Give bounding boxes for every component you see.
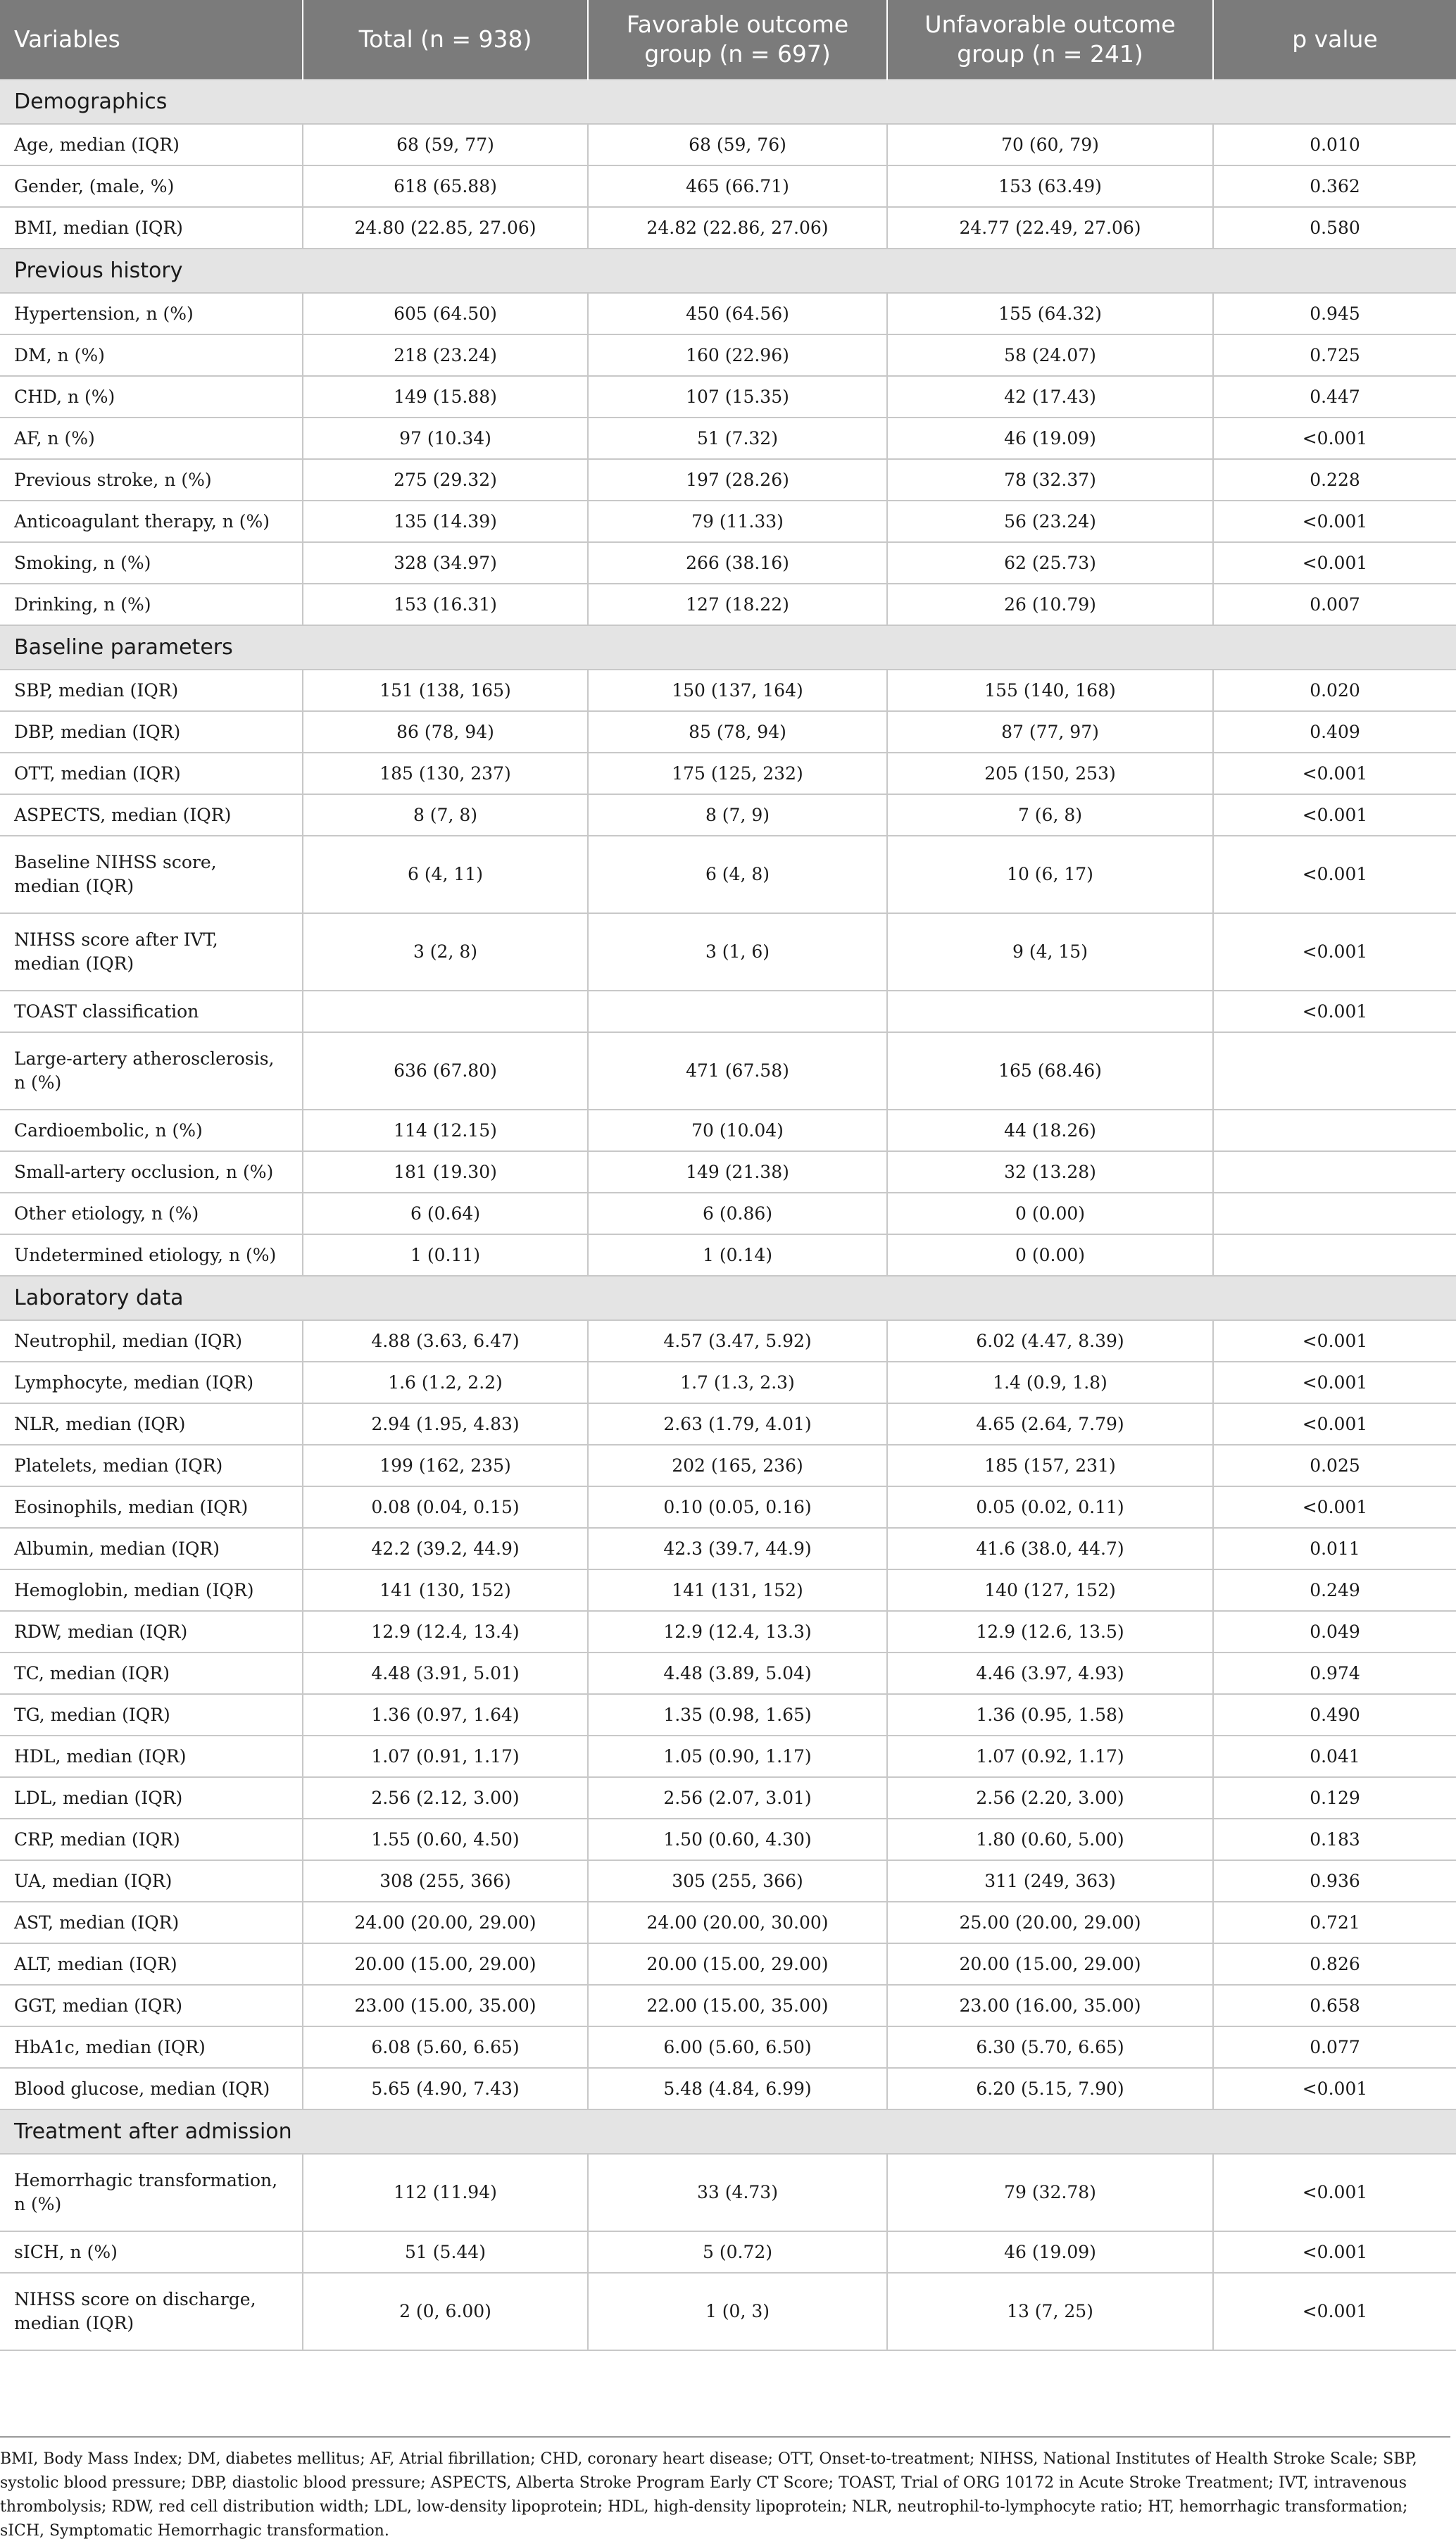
favorable-cell: 8 (7, 9) <box>588 794 887 836</box>
unfavorable-cell: 24.77 (22.49, 27.06) <box>887 207 1213 249</box>
p-value-cell: 0.658 <box>1213 1985 1456 2026</box>
total-cell: 12.9 (12.4, 13.4) <box>303 1611 588 1653</box>
unfavorable-cell: 70 (60, 79) <box>887 124 1213 165</box>
table-row <box>0 376 1456 418</box>
unfavorable-cell: 12.9 (12.6, 13.5) <box>887 1611 1213 1653</box>
unfavorable-cell: 6.20 (5.15, 7.90) <box>887 2068 1213 2109</box>
section-header-row <box>0 80 1456 124</box>
section-label: Baseline parameters <box>0 625 1456 670</box>
variable-cell: Albumin, median (IQR) <box>0 1528 303 1569</box>
favorable-cell: 6 (4, 8) <box>588 836 887 913</box>
variable-cell: AF, n (%) <box>0 418 303 459</box>
favorable-cell: 305 (255, 366) <box>588 1860 887 1902</box>
header-p-value: p value <box>1213 0 1456 80</box>
total-cell: 2.56 (2.12, 3.00) <box>303 1777 588 1819</box>
p-value-cell: 0.249 <box>1213 1569 1456 1611</box>
p-value-cell: 0.409 <box>1213 711 1456 753</box>
favorable-cell: 175 (125, 232) <box>588 753 887 794</box>
unfavorable-cell: 42 (17.43) <box>887 376 1213 418</box>
table-row <box>0 2231 1456 2273</box>
variable-cell: ALT, median (IQR) <box>0 1943 303 1985</box>
variable-cell: Cardioembolic, n (%) <box>0 1110 303 1151</box>
p-value-cell: 0.049 <box>1213 1611 1456 1653</box>
total-cell: 636 (67.80) <box>303 1032 588 1110</box>
total-cell: 6 (0.64) <box>303 1193 588 1234</box>
variable-cell: SBP, median (IQR) <box>0 670 303 711</box>
p-value-cell: <0.001 <box>1213 753 1456 794</box>
table-row <box>0 459 1456 501</box>
favorable-cell: 6 (0.86) <box>588 1193 887 1234</box>
p-value-cell: 0.580 <box>1213 207 1456 249</box>
variable-cell: TOAST classification <box>0 991 303 1032</box>
variable-cell: Baseline NIHSS score, median (IQR) <box>0 836 303 913</box>
section-header-row <box>0 625 1456 670</box>
variable-cell: AST, median (IQR) <box>0 1902 303 1943</box>
unfavorable-cell: 58 (24.07) <box>887 334 1213 376</box>
table-row <box>0 1528 1456 1569</box>
favorable-cell: 1.35 (0.98, 1.65) <box>588 1694 887 1736</box>
favorable-cell: 2.56 (2.07, 3.01) <box>588 1777 887 1819</box>
unfavorable-cell: 1.4 (0.9, 1.8) <box>887 1362 1213 1403</box>
p-value-cell: 0.936 <box>1213 1860 1456 1902</box>
favorable-cell: 266 (38.16) <box>588 542 887 584</box>
total-cell: 275 (29.32) <box>303 459 588 501</box>
table-row <box>0 711 1456 753</box>
unfavorable-cell: 155 (140, 168) <box>887 670 1213 711</box>
variable-cell: sICH, n (%) <box>0 2231 303 2273</box>
table-row <box>0 1320 1456 1362</box>
favorable-cell: 4.57 (3.47, 5.92) <box>588 1320 887 1362</box>
variable-cell: DM, n (%) <box>0 334 303 376</box>
variable-cell: Other etiology, n (%) <box>0 1193 303 1234</box>
p-value-cell: 0.077 <box>1213 2026 1456 2068</box>
table-row <box>0 1819 1456 1860</box>
total-cell: 5.65 (4.90, 7.43) <box>303 2068 588 2109</box>
table-row <box>0 991 1456 1032</box>
section-label: Previous history <box>0 249 1456 293</box>
table-row <box>0 1486 1456 1528</box>
section-header-row <box>0 249 1456 293</box>
variable-cell: Previous stroke, n (%) <box>0 459 303 501</box>
variable-cell: Lymphocyte, median (IQR) <box>0 1362 303 1403</box>
favorable-cell: 107 (15.35) <box>588 376 887 418</box>
total-cell: 97 (10.34) <box>303 418 588 459</box>
p-value-cell: <0.001 <box>1213 1403 1456 1445</box>
p-value-cell: 0.025 <box>1213 1445 1456 1486</box>
unfavorable-cell: 153 (63.49) <box>887 165 1213 207</box>
favorable-cell: 465 (66.71) <box>588 165 887 207</box>
table-row <box>0 836 1456 913</box>
header-favorable: Favorable outcome group (n = 697) <box>588 0 887 80</box>
total-cell: 1.07 (0.91, 1.17) <box>303 1736 588 1777</box>
unfavorable-cell <box>887 991 1213 1032</box>
table-row <box>0 334 1456 376</box>
favorable-cell: 1.50 (0.60, 4.30) <box>588 1819 887 1860</box>
p-value-cell: <0.001 <box>1213 418 1456 459</box>
unfavorable-cell: 140 (127, 152) <box>887 1569 1213 1611</box>
total-cell: 328 (34.97) <box>303 542 588 584</box>
p-value-cell <box>1213 1110 1456 1151</box>
p-value-cell: 0.183 <box>1213 1819 1456 1860</box>
unfavorable-cell: 20.00 (15.00, 29.00) <box>887 1943 1213 1985</box>
unfavorable-cell: 56 (23.24) <box>887 501 1213 542</box>
table-body <box>0 80 1456 2350</box>
unfavorable-cell: 1.80 (0.60, 5.00) <box>887 1819 1213 1860</box>
total-cell: 8 (7, 8) <box>303 794 588 836</box>
favorable-cell: 68 (59, 76) <box>588 124 887 165</box>
table-row <box>0 1943 1456 1985</box>
total-cell: 153 (16.31) <box>303 584 588 625</box>
total-cell: 185 (130, 237) <box>303 753 588 794</box>
p-value-cell: 0.228 <box>1213 459 1456 501</box>
total-cell: 20.00 (15.00, 29.00) <box>303 1943 588 1985</box>
p-value-cell: <0.001 <box>1213 1320 1456 1362</box>
unfavorable-cell: 4.65 (2.64, 7.79) <box>887 1403 1213 1445</box>
table-row <box>0 1110 1456 1151</box>
favorable-cell: 20.00 (15.00, 29.00) <box>588 1943 887 1985</box>
table-row <box>0 1193 1456 1234</box>
variable-cell: GGT, median (IQR) <box>0 1985 303 2026</box>
table-row <box>0 1611 1456 1653</box>
unfavorable-cell: 0 (0.00) <box>887 1234 1213 1276</box>
table-row <box>0 1777 1456 1819</box>
variable-cell: CHD, n (%) <box>0 376 303 418</box>
favorable-cell: 6.00 (5.60, 6.50) <box>588 2026 887 2068</box>
table-row <box>0 1362 1456 1403</box>
variable-cell: TG, median (IQR) <box>0 1694 303 1736</box>
p-value-cell: 0.490 <box>1213 1694 1456 1736</box>
unfavorable-cell: 7 (6, 8) <box>887 794 1213 836</box>
unfavorable-cell: 0 (0.00) <box>887 1193 1213 1234</box>
variable-cell: Hypertension, n (%) <box>0 293 303 334</box>
p-value-cell: <0.001 <box>1213 991 1456 1032</box>
table-row <box>0 165 1456 207</box>
unfavorable-cell: 185 (157, 231) <box>887 1445 1213 1486</box>
p-value-cell: 0.020 <box>1213 670 1456 711</box>
unfavorable-cell: 23.00 (16.00, 35.00) <box>887 1985 1213 2026</box>
p-value-cell: <0.001 <box>1213 2154 1456 2231</box>
p-value-cell: <0.001 <box>1213 836 1456 913</box>
total-cell: 114 (12.15) <box>303 1110 588 1151</box>
table-row <box>0 1653 1456 1694</box>
p-value-cell: 0.010 <box>1213 124 1456 165</box>
favorable-cell: 471 (67.58) <box>588 1032 887 1110</box>
unfavorable-cell: 79 (32.78) <box>887 2154 1213 2231</box>
header-variables: Variables <box>0 0 303 80</box>
total-cell: 308 (255, 366) <box>303 1860 588 1902</box>
variable-cell: Platelets, median (IQR) <box>0 1445 303 1486</box>
p-value-cell: <0.001 <box>1213 542 1456 584</box>
variable-cell: Smoking, n (%) <box>0 542 303 584</box>
favorable-cell: 197 (28.26) <box>588 459 887 501</box>
total-cell: 135 (14.39) <box>303 501 588 542</box>
total-cell: 1.36 (0.97, 1.64) <box>303 1694 588 1736</box>
total-cell: 181 (19.30) <box>303 1151 588 1193</box>
unfavorable-cell: 9 (4, 15) <box>887 913 1213 991</box>
p-value-cell: 0.974 <box>1213 1653 1456 1694</box>
total-cell: 151 (138, 165) <box>303 670 588 711</box>
unfavorable-cell: 10 (6, 17) <box>887 836 1213 913</box>
total-cell: 1.6 (1.2, 2.2) <box>303 1362 588 1403</box>
unfavorable-cell: 32 (13.28) <box>887 1151 1213 1193</box>
p-value-cell: 0.362 <box>1213 165 1456 207</box>
favorable-cell: 150 (137, 164) <box>588 670 887 711</box>
table-row <box>0 1445 1456 1486</box>
table-row <box>0 2068 1456 2109</box>
variable-cell: NIHSS score after IVT, median (IQR) <box>0 913 303 991</box>
table-row <box>0 418 1456 459</box>
total-cell: 3 (2, 8) <box>303 913 588 991</box>
header-row <box>0 0 1456 80</box>
p-value-cell <box>1213 1151 1456 1193</box>
total-cell: 2.94 (1.95, 4.83) <box>303 1403 588 1445</box>
p-value-cell <box>1213 1032 1456 1110</box>
favorable-cell: 12.9 (12.4, 13.3) <box>588 1611 887 1653</box>
total-cell: 605 (64.50) <box>303 293 588 334</box>
p-value-cell: <0.001 <box>1213 2068 1456 2109</box>
variable-cell: Large-artery atherosclerosis, n (%) <box>0 1032 303 1110</box>
table-footnote: BMI, Body Mass Index; DM, diabetes mellitus; AF, Atrial fibrillation; CHD, coronary heart disease; OTT, Onset-to-treatment; NIHSS, National Institutes of Health Stroke Scale; SBP, systolic blood pressure; DBP, diastolic blood pressure; ASPECTS, Alberta Stroke Program Early CT Score; TOAST, Trial of ORG 10172 in Acute Stroke Treatment; IVT, intravenous thrombolysis; RDW, red cell distribution width; LDL, low-density lipoprotein; HDL, high-density lipoprotein; NLR, neutrophil-to-lymphocyte ratio; HT, hemorrhagic transformation; sICH, Symptomatic Hemorrhagic transformation. <box>0 2436 1450 2543</box>
table-row <box>0 584 1456 625</box>
favorable-cell: 2.63 (1.79, 4.01) <box>588 1403 887 1445</box>
total-cell: 199 (162, 235) <box>303 1445 588 1486</box>
variable-cell: Small-artery occlusion, n (%) <box>0 1151 303 1193</box>
unfavorable-cell: 205 (150, 253) <box>887 753 1213 794</box>
variable-cell: Gender, (male, %) <box>0 165 303 207</box>
p-value-cell: 0.725 <box>1213 334 1456 376</box>
variable-cell: Anticoagulant therapy, n (%) <box>0 501 303 542</box>
favorable-cell: 24.00 (20.00, 30.00) <box>588 1902 887 1943</box>
total-cell: 68 (59, 77) <box>303 124 588 165</box>
favorable-cell: 70 (10.04) <box>588 1110 887 1151</box>
favorable-cell: 3 (1, 6) <box>588 913 887 991</box>
unfavorable-cell: 311 (249, 363) <box>887 1860 1213 1902</box>
p-value-cell: 0.011 <box>1213 1528 1456 1569</box>
favorable-cell: 1 (0, 3) <box>588 2273 887 2350</box>
total-cell: 23.00 (15.00, 35.00) <box>303 1985 588 2026</box>
section-header-row <box>0 1276 1456 1320</box>
table-row <box>0 670 1456 711</box>
table-row <box>0 293 1456 334</box>
unfavorable-cell: 2.56 (2.20, 3.00) <box>887 1777 1213 1819</box>
table-row <box>0 1985 1456 2026</box>
variable-cell: ASPECTS, median (IQR) <box>0 794 303 836</box>
favorable-cell: 4.48 (3.89, 5.04) <box>588 1653 887 1694</box>
unfavorable-cell: 46 (19.09) <box>887 2231 1213 2273</box>
unfavorable-cell: 44 (18.26) <box>887 1110 1213 1151</box>
unfavorable-cell: 6.30 (5.70, 6.65) <box>887 2026 1213 2068</box>
table-row <box>0 1032 1456 1110</box>
table-row <box>0 794 1456 836</box>
total-cell: 24.00 (20.00, 29.00) <box>303 1902 588 1943</box>
unfavorable-cell: 1.36 (0.95, 1.58) <box>887 1694 1213 1736</box>
section-label: Demographics <box>0 80 1456 124</box>
p-value-cell: <0.001 <box>1213 1362 1456 1403</box>
total-cell: 86 (78, 94) <box>303 711 588 753</box>
total-cell: 4.48 (3.91, 5.01) <box>303 1653 588 1694</box>
p-value-cell: <0.001 <box>1213 2273 1456 2350</box>
total-cell: 6.08 (5.60, 6.65) <box>303 2026 588 2068</box>
table-row <box>0 913 1456 991</box>
favorable-cell: 24.82 (22.86, 27.06) <box>588 207 887 249</box>
table-header <box>0 0 1456 80</box>
variable-cell: Neutrophil, median (IQR) <box>0 1320 303 1362</box>
unfavorable-cell: 165 (68.46) <box>887 1032 1213 1110</box>
total-cell: 149 (15.88) <box>303 376 588 418</box>
variable-cell: Hemorrhagic transformation, n (%) <box>0 2154 303 2231</box>
unfavorable-cell: 0.05 (0.02, 0.11) <box>887 1486 1213 1528</box>
variable-cell: CRP, median (IQR) <box>0 1819 303 1860</box>
total-cell: 42.2 (39.2, 44.9) <box>303 1528 588 1569</box>
table-row <box>0 501 1456 542</box>
unfavorable-cell: 1.07 (0.92, 1.17) <box>887 1736 1213 1777</box>
total-cell: 618 (65.88) <box>303 165 588 207</box>
table-row <box>0 542 1456 584</box>
favorable-cell: 5 (0.72) <box>588 2231 887 2273</box>
table-row <box>0 1860 1456 1902</box>
p-value-cell: 0.129 <box>1213 1777 1456 1819</box>
variable-cell: Drinking, n (%) <box>0 584 303 625</box>
unfavorable-cell: 41.6 (38.0, 44.7) <box>887 1528 1213 1569</box>
unfavorable-cell: 4.46 (3.97, 4.93) <box>887 1653 1213 1694</box>
variable-cell: Eosinophils, median (IQR) <box>0 1486 303 1528</box>
favorable-cell: 1 (0.14) <box>588 1234 887 1276</box>
total-cell: 1 (0.11) <box>303 1234 588 1276</box>
favorable-cell: 1.05 (0.90, 1.17) <box>588 1736 887 1777</box>
favorable-cell: 141 (131, 152) <box>588 1569 887 1611</box>
table-row <box>0 1403 1456 1445</box>
table-row <box>0 1694 1456 1736</box>
p-value-cell: 0.945 <box>1213 293 1456 334</box>
section-header-row <box>0 2109 1456 2154</box>
variable-cell: HbA1c, median (IQR) <box>0 2026 303 2068</box>
header-unfavorable: Unfavorable outcome group (n = 241) <box>887 0 1213 80</box>
variable-cell: UA, median (IQR) <box>0 1860 303 1902</box>
p-value-cell: <0.001 <box>1213 501 1456 542</box>
total-cell: 2 (0, 6.00) <box>303 2273 588 2350</box>
favorable-cell: 22.00 (15.00, 35.00) <box>588 1985 887 2026</box>
variable-cell: NLR, median (IQR) <box>0 1403 303 1445</box>
favorable-cell: 149 (21.38) <box>588 1151 887 1193</box>
unfavorable-cell: 46 (19.09) <box>887 418 1213 459</box>
header-total: Total (n = 938) <box>303 0 588 80</box>
favorable-cell: 160 (22.96) <box>588 334 887 376</box>
total-cell: 51 (5.44) <box>303 2231 588 2273</box>
section-label: Treatment after admission <box>0 2109 1456 2154</box>
table-row <box>0 2273 1456 2350</box>
table-row <box>0 1234 1456 1276</box>
total-cell: 112 (11.94) <box>303 2154 588 2231</box>
table-row <box>0 753 1456 794</box>
variable-cell: HDL, median (IQR) <box>0 1736 303 1777</box>
favorable-cell: 0.10 (0.05, 0.16) <box>588 1486 887 1528</box>
unfavorable-cell: 25.00 (20.00, 29.00) <box>887 1902 1213 1943</box>
unfavorable-cell: 26 (10.79) <box>887 584 1213 625</box>
favorable-cell: 85 (78, 94) <box>588 711 887 753</box>
favorable-cell: 450 (64.56) <box>588 293 887 334</box>
p-value-cell: 0.007 <box>1213 584 1456 625</box>
unfavorable-cell: 62 (25.73) <box>887 542 1213 584</box>
favorable-cell: 51 (7.32) <box>588 418 887 459</box>
table-row <box>0 1902 1456 1943</box>
table-row <box>0 2026 1456 2068</box>
favorable-cell: 202 (165, 236) <box>588 1445 887 1486</box>
p-value-cell <box>1213 1193 1456 1234</box>
total-cell: 218 (23.24) <box>303 334 588 376</box>
unfavorable-cell: 87 (77, 97) <box>887 711 1213 753</box>
p-value-cell: <0.001 <box>1213 913 1456 991</box>
favorable-cell: 5.48 (4.84, 6.99) <box>588 2068 887 2109</box>
p-value-cell: 0.721 <box>1213 1902 1456 1943</box>
total-cell: 1.55 (0.60, 4.50) <box>303 1819 588 1860</box>
total-cell: 6 (4, 11) <box>303 836 588 913</box>
variable-cell: NIHSS score on discharge, median (IQR) <box>0 2273 303 2350</box>
total-cell: 4.88 (3.63, 6.47) <box>303 1320 588 1362</box>
favorable-cell: 127 (18.22) <box>588 584 887 625</box>
p-value-cell: <0.001 <box>1213 794 1456 836</box>
table-row <box>0 124 1456 165</box>
p-value-cell: <0.001 <box>1213 2231 1456 2273</box>
p-value-cell: 0.447 <box>1213 376 1456 418</box>
variable-cell: DBP, median (IQR) <box>0 711 303 753</box>
variable-cell: LDL, median (IQR) <box>0 1777 303 1819</box>
variable-cell: RDW, median (IQR) <box>0 1611 303 1653</box>
favorable-cell <box>588 991 887 1032</box>
variable-cell: Blood glucose, median (IQR) <box>0 2068 303 2109</box>
p-value-cell: 0.826 <box>1213 1943 1456 1985</box>
unfavorable-cell: 13 (7, 25) <box>887 2273 1213 2350</box>
variable-cell: Age, median (IQR) <box>0 124 303 165</box>
variable-cell: Hemoglobin, median (IQR) <box>0 1569 303 1611</box>
total-cell: 0.08 (0.04, 0.15) <box>303 1486 588 1528</box>
variable-cell: BMI, median (IQR) <box>0 207 303 249</box>
favorable-cell: 42.3 (39.7, 44.9) <box>588 1528 887 1569</box>
total-cell: 141 (130, 152) <box>303 1569 588 1611</box>
favorable-cell: 33 (4.73) <box>588 2154 887 2231</box>
total-cell <box>303 991 588 1032</box>
total-cell: 24.80 (22.85, 27.06) <box>303 207 588 249</box>
favorable-cell: 1.7 (1.3, 2.3) <box>588 1362 887 1403</box>
table-row <box>0 1736 1456 1777</box>
unfavorable-cell: 155 (64.32) <box>887 293 1213 334</box>
table-row <box>0 2154 1456 2231</box>
section-label: Laboratory data <box>0 1276 1456 1320</box>
favorable-cell: 79 (11.33) <box>588 501 887 542</box>
variable-cell: OTT, median (IQR) <box>0 753 303 794</box>
table-row <box>0 207 1456 249</box>
p-value-cell: 0.041 <box>1213 1736 1456 1777</box>
table-row <box>0 1569 1456 1611</box>
p-value-cell <box>1213 1234 1456 1276</box>
variable-cell: Undetermined etiology, n (%) <box>0 1234 303 1276</box>
unfavorable-cell: 6.02 (4.47, 8.39) <box>887 1320 1213 1362</box>
variable-cell: TC, median (IQR) <box>0 1653 303 1694</box>
unfavorable-cell: 78 (32.37) <box>887 459 1213 501</box>
table-row <box>0 1151 1456 1193</box>
p-value-cell: <0.001 <box>1213 1486 1456 1528</box>
